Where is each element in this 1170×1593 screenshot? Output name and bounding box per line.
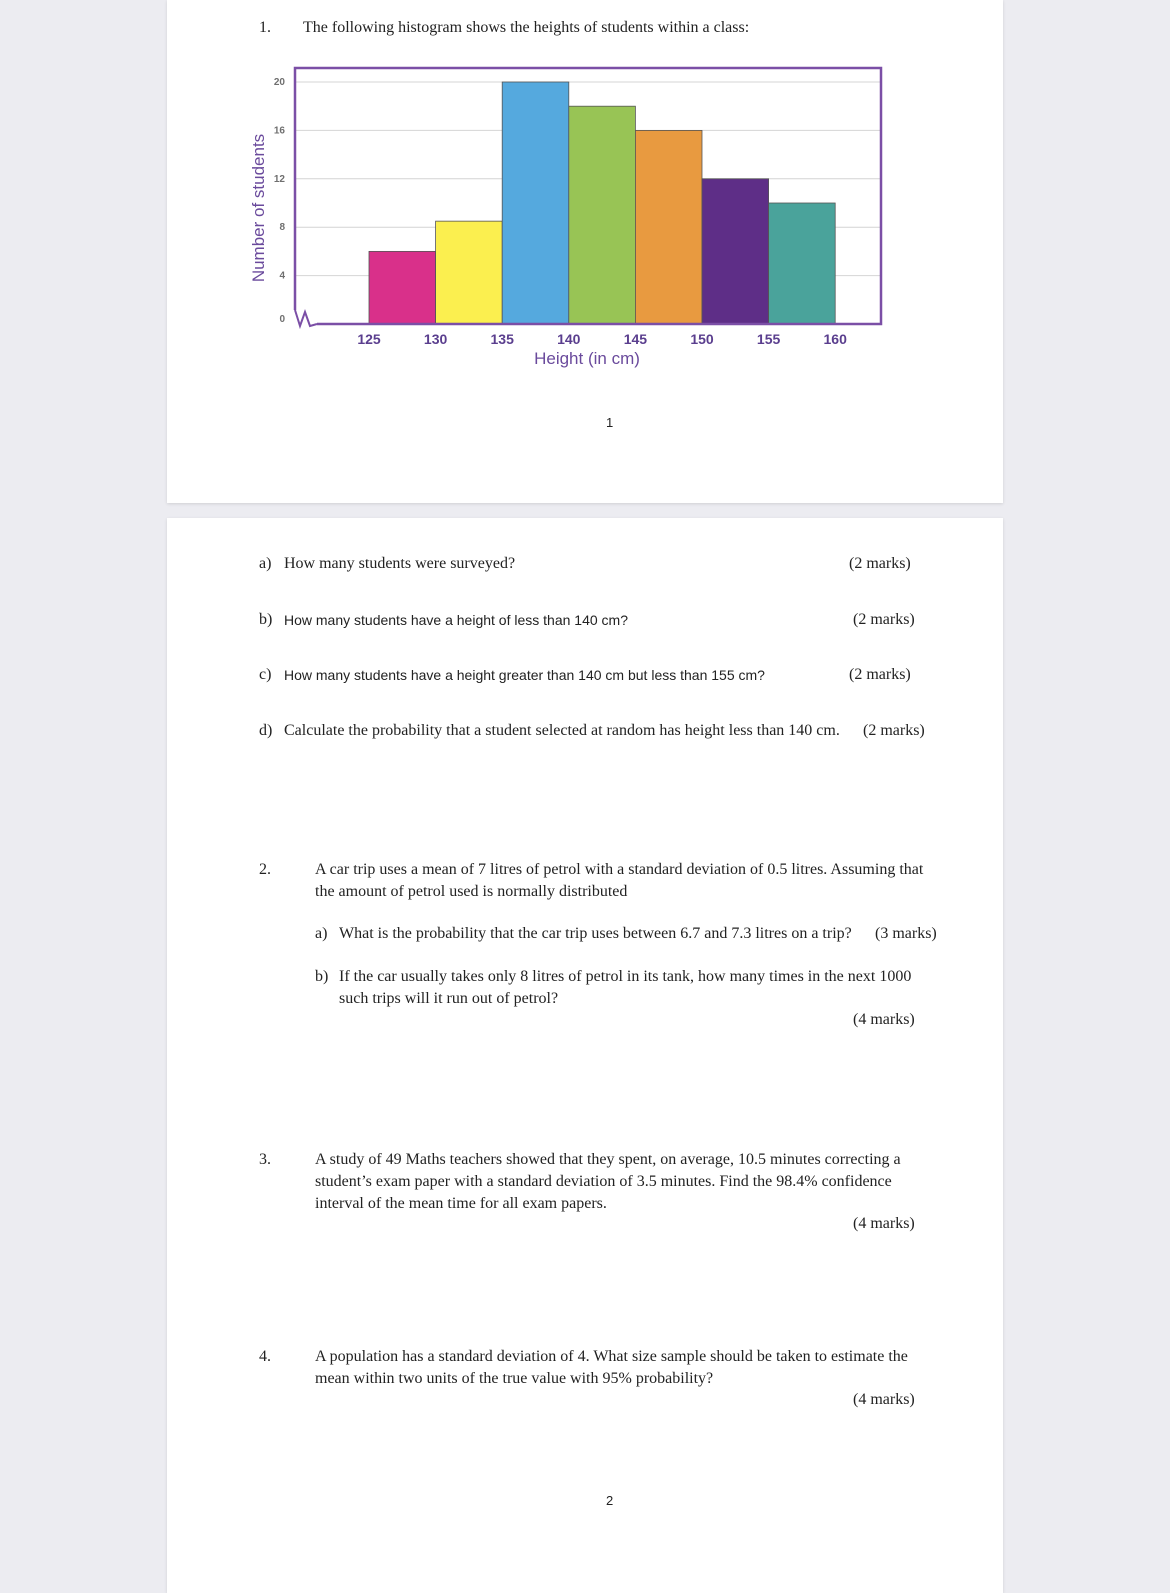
q1-part-c-marks: (2 marks) [849,666,911,683]
x-tick-label-140: 140 [557,331,581,347]
q1-part-a-text: How many students were surveyed? [284,555,516,572]
x-tick-label-160: 160 [823,331,847,347]
y-tick-label-20: 20 [273,77,285,88]
question-3-number: 3. [259,1151,271,1168]
histogram-bar-135-140 [502,82,569,324]
q1-part-d-label: d) [259,722,273,739]
q1-part-b-marks: (2 marks) [853,611,915,628]
q2-part-b-text: If the car usually takes only 8 litres of petrol in its tank, how many times in the next 1000 such trips will it run out of petrol? [339,968,912,1007]
y-tick-label-12: 12 [273,173,285,185]
x-tick-label-150: 150 [690,331,714,347]
question-2-number: 2. [259,861,271,878]
chart-y-ticks [274,77,286,325]
x-tick-label-135: 135 [490,331,514,347]
q2-part-b-label: b) [315,968,329,985]
y-tick-label-8: 8 [279,222,285,234]
histogram-bar-155-160 [769,203,836,324]
q2-part-a-text: What is the probability that the car trip uses between 6.7 and 7.3 litres on a trip? [339,925,852,942]
q1-part-d-text: Calculate the probability that a student selected at random has height less than 140 cm. [284,722,840,739]
histogram-bar-145-150 [635,130,702,324]
question-2-text: A car trip uses a mean of 7 litres of petrol with a standard deviation of 0.5 litres. Assuming that the amount of petrol used is normally distributed [315,861,924,900]
question-1-intro: The following histogram shows the heights of students within a class: [303,19,750,36]
chart-y-axis-label: Number of students [249,133,268,283]
chart-x-axis-label: Height (in cm) [534,349,640,368]
question-1-number: 1. [259,19,271,36]
q1-part-a-label: a) [259,555,272,572]
q2-part-a-label: a) [315,925,328,942]
chart-x-ticks [357,331,847,347]
question-4-marks: (4 marks) [853,1391,915,1408]
page-2 [167,518,1003,1593]
x-tick-label-155: 155 [756,331,781,347]
chart-bars [369,82,835,324]
y-tick-label-0: 0 [279,314,285,325]
histogram-bar-130-135 [436,221,503,324]
x-tick-label-125: 125 [357,331,381,347]
q1-part-b-label: b) [259,611,273,628]
page-number: 2 [606,1493,614,1508]
histogram-bar-140-145 [569,106,636,324]
x-tick-label-145: 145 [623,331,648,347]
histogram-bar-125-130 [369,251,436,324]
page-number: 1 [606,415,614,430]
axis-break-zigzag [295,310,317,326]
question-3-marks: (4 marks) [853,1215,915,1232]
q1-part-c-text: How many students have a height greater than 140 cm but less than 155 cm? [284,667,765,683]
page-1 [167,0,1003,503]
q2-part-b-marks: (4 marks) [853,1011,915,1028]
histogram-bar-150-155 [702,179,769,324]
q2-part-a-marks: (3 marks) [875,925,937,942]
x-tick-label-130: 130 [423,331,448,347]
y-tick-label-4: 4 [279,270,285,282]
q1-part-b-text: How many students have a height of less than 140 cm? [284,612,628,628]
histogram-chart [247,60,887,380]
y-tick-label-16: 16 [273,125,285,137]
q1-part-d-marks: (2 marks) [863,722,925,739]
q1-part-c-label: c) [259,666,272,683]
q1-part-a-marks: (2 marks) [849,555,911,572]
question-4-number: 4. [259,1348,271,1365]
question-3-text: A study of 49 Maths teachers showed that they spent, on average, 10.5 minutes correcting a student’s exam paper with a standard deviation of 3.5 minutes. Find the 98.4% confidence interval of the mean time for all exam papers. [315,1151,901,1212]
question-4-text: A population has a standard deviation of 4. What size sample should be taken to estimate the mean within two units of the true value with 95% probability? [315,1348,908,1387]
